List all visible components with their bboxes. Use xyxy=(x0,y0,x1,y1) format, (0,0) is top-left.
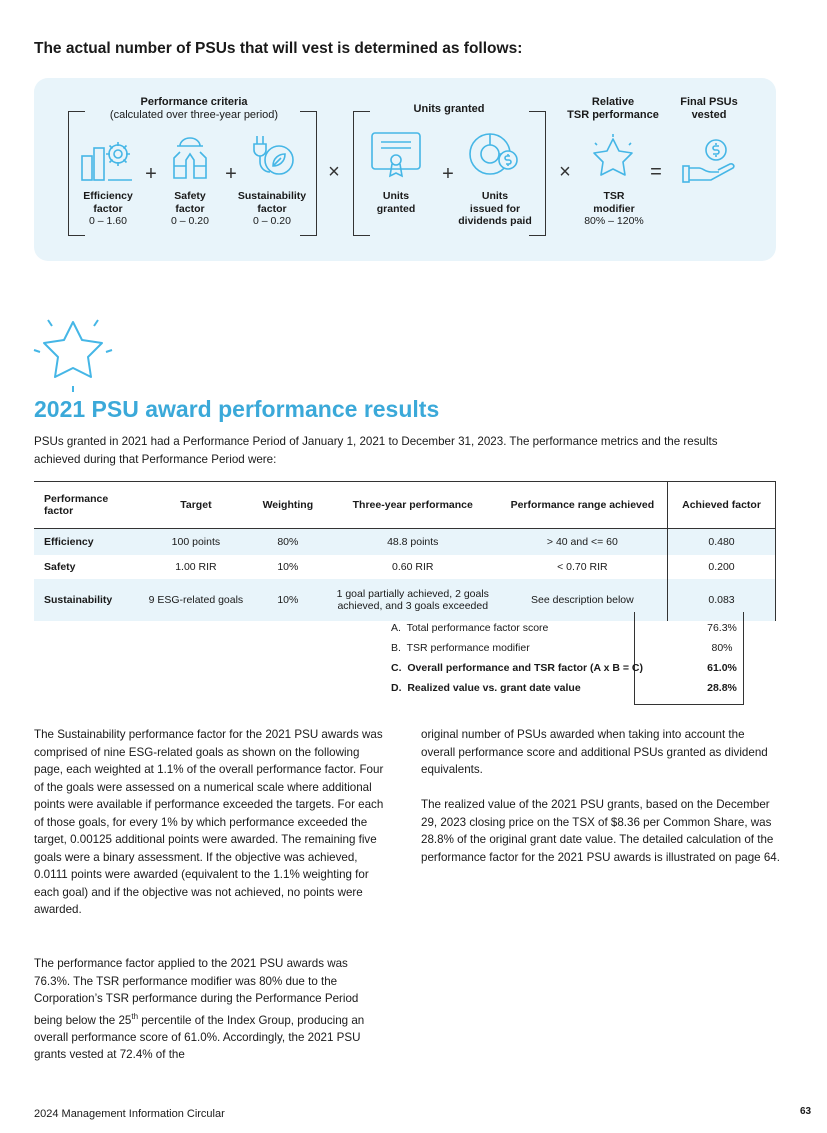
efficiency-factor-label: Efficiency factor xyxy=(83,190,133,215)
cell: 0.083 xyxy=(668,579,776,621)
summary-value-c: 61.0% xyxy=(707,662,737,674)
cell: See description below xyxy=(498,579,668,621)
cell: 48.8 points xyxy=(328,529,498,556)
intro-heading: The actual number of PSUs that will vest is determined as follows: xyxy=(34,40,523,57)
header-performance-factor: Performance factor xyxy=(34,482,144,529)
summary-value-d: 28.8% xyxy=(707,682,737,694)
summary-label-a: A. Total performance factor score xyxy=(391,622,549,634)
section-intro: PSUs granted in 2021 had a Performance Period of January 1, 2021 to December 31, 2023. The performance metrics and the results achieved during that Performance Period were: xyxy=(34,435,718,466)
body-right-paragraph-1: original number of PSUs awarded when taking into account the overall performance score and additional PSUs granted as dividend equivalents. xyxy=(421,728,768,776)
units-granted-certificate-icon xyxy=(369,130,423,180)
bracket-left-2 xyxy=(353,111,370,236)
plus-operator-1: + xyxy=(145,163,157,185)
summary-value-a: 76.3% xyxy=(707,622,737,634)
cell: 10% xyxy=(277,561,299,573)
section-title: 2021 PSU award performance results xyxy=(34,396,440,422)
header-three-year-performance: Three-year performance xyxy=(328,482,498,529)
relative-tsr-title: Relative TSR performance xyxy=(567,96,659,121)
body-right-paragraph-2: The realized value of the 2021 PSU grants, based on the December 29, 2023 closing price on the TSX of $8.36 per Common Share, was 28.8% of the original grant date value. The detailed calculation of the performance factor for the 2021 PSU awards is illustrated on page 64. xyxy=(421,798,780,864)
cell: 100 points xyxy=(144,529,248,556)
tsr-modifier-label: TSR modifier xyxy=(593,190,635,215)
body-left-paragraph-2: The performance factor applied to the 2021 PSU awards was 76.3%. The TSR performance modifier was 80% due to the Corporation’s TSR performance during the Performance Period being below the 25th percentile of the Index Group, producing an overall performance score of 61.0%. Accordingly, the 2021 PSU grants vested at 72.4% of the xyxy=(34,957,365,1062)
footer-text: 2024 Management Information Circular xyxy=(34,1108,225,1120)
final-psus-title: Final PSUs vested xyxy=(680,96,738,121)
body-left-paragraph-1: The Sustainability performance factor for the 2021 PSU awards was comprised of nine ESG-related goals as shown on the following page, each weighted at 1.1% of the overall performance factor. Four of the goals were assessed on a numerical scale where additional points were available if performance exceeded the targets. For each of those goals, for every 1% by which performance exceeded the target, 0.00125 additional points were awarded. The remaining five goals were a binary assessment. If the objective was achieved, 0.0111 points were awarded (equivalent to the 1.1% weighting for each goal) and if the objective was not achieved, no points were awarded. xyxy=(34,728,384,916)
cell: > 40 and <= 60 xyxy=(498,529,668,556)
header-performance-range: Performance range achieved xyxy=(498,482,668,529)
sustainability-factor-range: 0 – 0.20 xyxy=(253,215,291,227)
cell: Safety xyxy=(44,561,76,573)
cell: 9 ESG-related goals xyxy=(144,579,248,621)
equals-operator: = xyxy=(650,161,662,183)
cell: 80% xyxy=(248,529,328,556)
summary-label-d: D. Realized value vs. grant date value xyxy=(391,682,581,694)
efficiency-factor-range: 0 – 1.60 xyxy=(89,215,127,227)
table-row xyxy=(34,529,776,556)
times-operator-1: × xyxy=(328,161,340,183)
dividends-chart-icon xyxy=(466,130,522,180)
cell: 10% xyxy=(248,579,328,621)
times-operator-2: × xyxy=(559,161,571,183)
tsr-modifier-range: 80% – 120% xyxy=(584,215,644,227)
psu-vesting-diagram xyxy=(34,78,776,261)
units-granted-title: Units granted xyxy=(413,103,485,115)
safety-factor-range: 0 – 0.20 xyxy=(171,215,209,227)
cell: < 0.70 RIR xyxy=(557,561,608,573)
plus-operator-2: + xyxy=(225,163,237,185)
cell: Sustainability xyxy=(34,579,144,621)
safety-factor-label: Safety factor xyxy=(174,190,206,215)
cell: 1.00 RIR xyxy=(175,561,217,573)
page-number: 63 xyxy=(800,1106,812,1117)
units-granted-label: Units granted xyxy=(376,190,416,215)
summary-row-b xyxy=(34,638,776,658)
cell: Efficiency xyxy=(34,529,144,556)
sustainability-factor-label: Sustainability factor xyxy=(237,190,307,215)
summary-row-a xyxy=(34,618,776,638)
units-dividends-label: Units issued for dividends paid xyxy=(458,190,532,227)
safety-vest-icon xyxy=(168,134,212,182)
perf-criteria-title: Performance criteria xyxy=(140,96,248,108)
efficiency-gear-icon xyxy=(78,134,138,182)
cell: 0.200 xyxy=(668,555,776,579)
plus-operator-3: + xyxy=(442,163,454,185)
table-row xyxy=(34,555,776,579)
summary-value-b: 80% xyxy=(711,642,733,654)
sustainability-plug-leaf-icon xyxy=(249,134,295,182)
cell: 1 goal partially achieved, 2 goals achieved, and 3 goals exceeded xyxy=(328,579,498,621)
header-target: Target xyxy=(144,482,248,529)
perf-criteria-subtitle: (calculated over three-year period) xyxy=(109,109,279,121)
summary-label-b: B. TSR performance modifier xyxy=(391,642,530,654)
final-hand-dollar-icon xyxy=(680,136,742,186)
summary-row-d xyxy=(34,678,776,698)
cell: 0.480 xyxy=(668,529,776,556)
summary-label-c: C. Overall performance and TSR factor (A x B = C) xyxy=(391,662,643,674)
cell: 0.60 RIR xyxy=(392,561,434,573)
star-decoration-icon xyxy=(30,314,116,392)
header-achieved-factor: Achieved factor xyxy=(668,482,776,529)
tsr-star-icon xyxy=(587,133,639,181)
header-weighting: Weighting xyxy=(248,482,328,529)
summary-row-c xyxy=(34,658,776,678)
performance-table xyxy=(34,481,776,621)
table-header-row xyxy=(34,482,776,529)
